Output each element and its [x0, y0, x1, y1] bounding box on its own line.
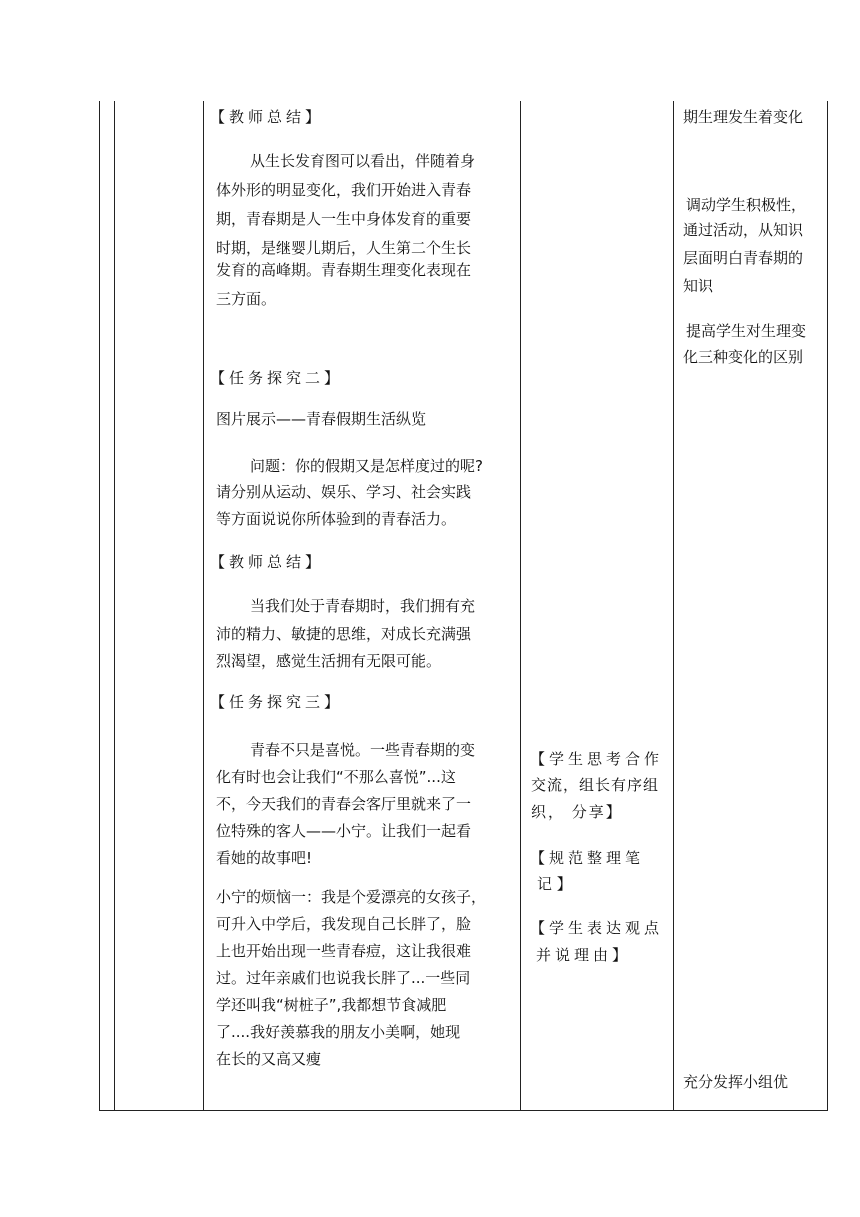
task-2-question-line: 请分别从运动、娱乐、学习、社会实践 — [216, 483, 472, 501]
story-line: 小宁的烦恼一：我是个爱漂亮的女孩子， — [216, 888, 487, 906]
heading-task-2: 【任务探究二】 — [210, 369, 344, 387]
paragraph-line: 位特殊的客人——小宁。让我们一起看 — [216, 822, 472, 840]
intent-line: 调动学生积极性， — [686, 196, 807, 214]
student-activity-line: 【学生思考合作 — [530, 750, 664, 768]
paragraph-line: 发育的高峰期。青春期生理变化表现在 — [216, 261, 472, 279]
intent-line: 提高学生对生理变 — [686, 322, 807, 340]
express-activity-line: 【学生表达观点 — [530, 919, 664, 937]
paragraph-line: 当我们处于青春期时，我们拥有充 — [250, 597, 476, 615]
heading-task-3: 【任务探究三】 — [210, 693, 344, 711]
intent-line: 充分发挥小组优 — [683, 1073, 789, 1091]
column-divider-3 — [520, 101, 521, 1111]
paragraph-line: 时期，是继婴儿期后，人生第二个生长 — [216, 239, 472, 257]
paragraph-line: 不，今天我们的青春会客厅里就来了一 — [216, 795, 472, 813]
intent-line: 化三种变化的区别 — [683, 348, 804, 366]
table-border-bottom — [99, 1110, 828, 1111]
story-line: 可升入中学后，我发现自己长胖了，脸 — [216, 915, 472, 933]
student-activity-line: 织， 分享】 — [531, 803, 623, 821]
story-line: 了....我好羡慕我的朋友小美啊，她现 — [216, 1023, 461, 1041]
express-activity-line: 并说理由】 — [536, 946, 632, 964]
paragraph-line: 从生长发育图可以看出，伴随着身 — [250, 152, 476, 170]
task-2-title: 图片展示——青春假期生活纵览 — [216, 410, 427, 428]
intent-line: 期生理发生着变化 — [683, 108, 804, 126]
column-divider-1 — [114, 101, 115, 1111]
paragraph-line: 期，青春期是人一生中身体发育的重要 — [216, 210, 472, 228]
intent-line: 通过活动，从知识 — [683, 221, 804, 239]
intent-line: 层面明白青春期的 — [683, 249, 804, 267]
task-2-question-line: 等方面说说你所体验到的青春活力。 — [216, 510, 457, 528]
paragraph-line: 青春不只是喜悦。一些青春期的变 — [250, 741, 476, 759]
column-divider-2 — [203, 101, 204, 1111]
notes-activity-line: 记 】 — [537, 875, 572, 893]
paragraph-line: 看她的故事吧! — [216, 849, 313, 867]
paragraph-line: 体外形的明显变化，我们开始进入青春 — [216, 181, 472, 199]
task-2-question-line: 问题：你的假期又是怎样度过的呢? — [250, 457, 483, 475]
table-border-right — [827, 101, 828, 1111]
story-line: 上也开始出现一些青春痘，这让我很难 — [216, 942, 472, 960]
paragraph-line: 沛的精力、敏捷的思维，对成长充满强 — [216, 625, 472, 643]
paragraph-line: 化有时也会让我们“不那么喜悦”...这 — [216, 768, 456, 786]
paragraph-line: 三方面。 — [216, 290, 277, 308]
story-line: 在长的又高又瘦 — [216, 1050, 322, 1068]
heading-teacher-summary-2: 【教师总结】 — [210, 553, 325, 571]
notes-activity-line: 【规范整理笔 — [530, 849, 645, 867]
heading-teacher-summary-1: 【教师总结】 — [210, 108, 325, 126]
story-line: 学还叫我“树桩子”,我都想节食减肥 — [216, 996, 447, 1014]
paragraph-line: 烈渴望，感觉生活拥有无限可能。 — [216, 652, 442, 670]
intent-line: 知识 — [683, 277, 714, 295]
story-line: 过。过年亲戚们也说我长胖了...一些同 — [216, 969, 471, 987]
column-divider-4 — [673, 101, 674, 1111]
student-activity-line: 交流，组长有序组 — [531, 776, 660, 794]
table-border-left — [99, 101, 100, 1111]
